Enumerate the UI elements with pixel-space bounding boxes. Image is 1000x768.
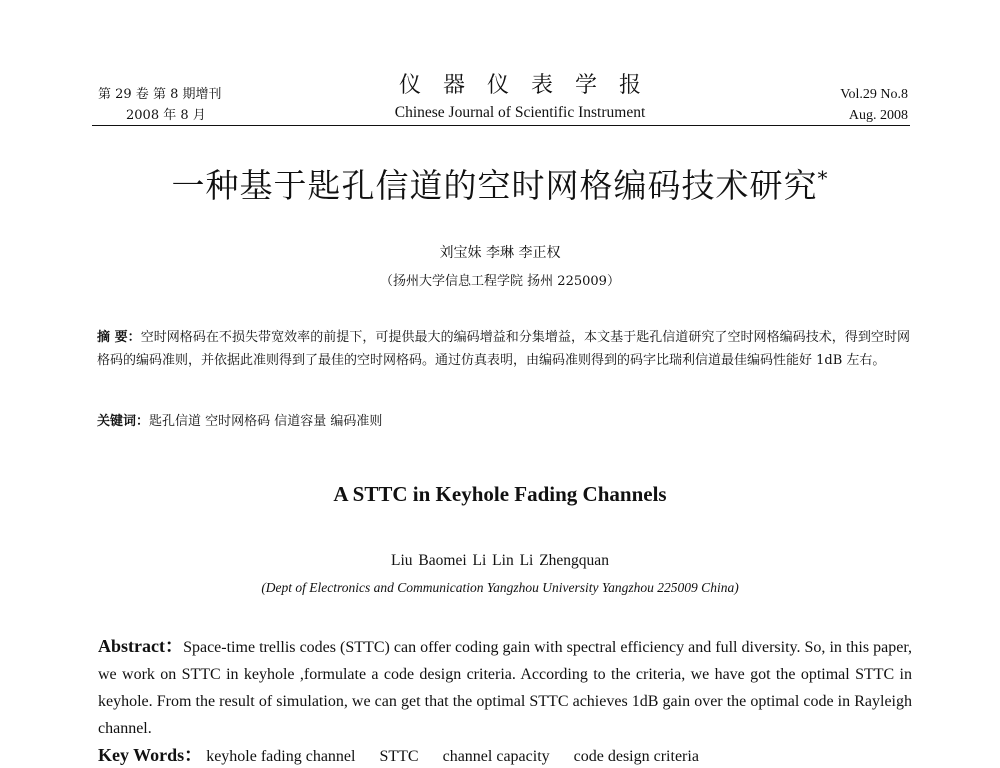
journal-name-en: Chinese Journal of Scientific Instrument [394,104,646,121]
keyword-en-item: code design criteria [573,748,699,765]
affiliation-en: (Dept of Electronics and Communication Yangzhou University Yangzhou 225009 China) [261,580,739,595]
paper-title-cn [0,160,1000,207]
keywords-en [98,744,912,768]
keywords-cn-label: 关键词： [97,414,150,429]
header-volume-info-en [840,84,908,126]
authors-en: Liu Baomei Li Lin Li Zhengquan [391,552,609,569]
journal-masthead [360,72,680,122]
header-divider [92,125,910,126]
paper-title-en: A STTC in Keyhole Fading Channels [333,482,667,506]
affiliation-cn: （扬州大学信息工程学院 扬州 225009） [380,274,620,289]
keyword-en-item: channel capacity [442,748,550,765]
abstract-cn-label: 摘 要： [97,330,141,345]
abstract-cn-text: 空时网格码在不损失带宽效率的前提下，可提供最大的编码增益和分集增益，本文基于匙孔信道研究了空时网格编码技术，得到空时网格码的编码准则，并依据此准则得到了最佳的空时网格码。通过仿真表明，由编码准则得到的码字比瑞利信道最佳编码性能好 1dB 左右。 [97,330,910,368]
header-date-cn: 2008 年 8 月 [126,108,206,123]
keyword-en-item: keyhole fading channel [206,748,356,765]
keywords-en-label: Key Words： [98,745,203,765]
header-volume-en: Vol.29 No.8 [840,87,908,102]
keywords-en-list [206,748,723,765]
title-footnote-mark: * [817,166,829,190]
header-issue-info [98,84,221,126]
abstract-en [98,633,912,742]
keywords-cn-text: 匙孔信道 空时网格码 信道容量 编码准则 [149,414,383,429]
abstract-en-label: Abstract： [98,636,184,656]
authors-cn: 刘宝妹 李琳 李正权 [439,245,561,261]
keyword-en-item: STTC [379,748,419,765]
header-volume-issue: 第 29 卷 第 8 期增刊 [98,87,222,102]
abstract-en-text: Space-time trellis codes (STTC) can offer coding gain with spectral efficiency and full diversity. So, in this paper, we work on STTC in keyhole ,formulate a code design criteria. According to the criteria, we have got the optimal STTC in keyhole. From the result of simulation, we can get that the optimal STTC achieves 1dB gain over the optimal code in Rayleigh channel. [98,639,913,737]
keywords-cn [97,410,910,429]
header-date-en: Aug. 2008 [848,108,908,123]
journal-name-cn: 仪器仪表学报 [398,73,663,98]
abstract-cn [97,326,910,372]
paper-title-cn-text: 一种基于匙孔信道的空时网格编码技术研究 [171,166,818,205]
